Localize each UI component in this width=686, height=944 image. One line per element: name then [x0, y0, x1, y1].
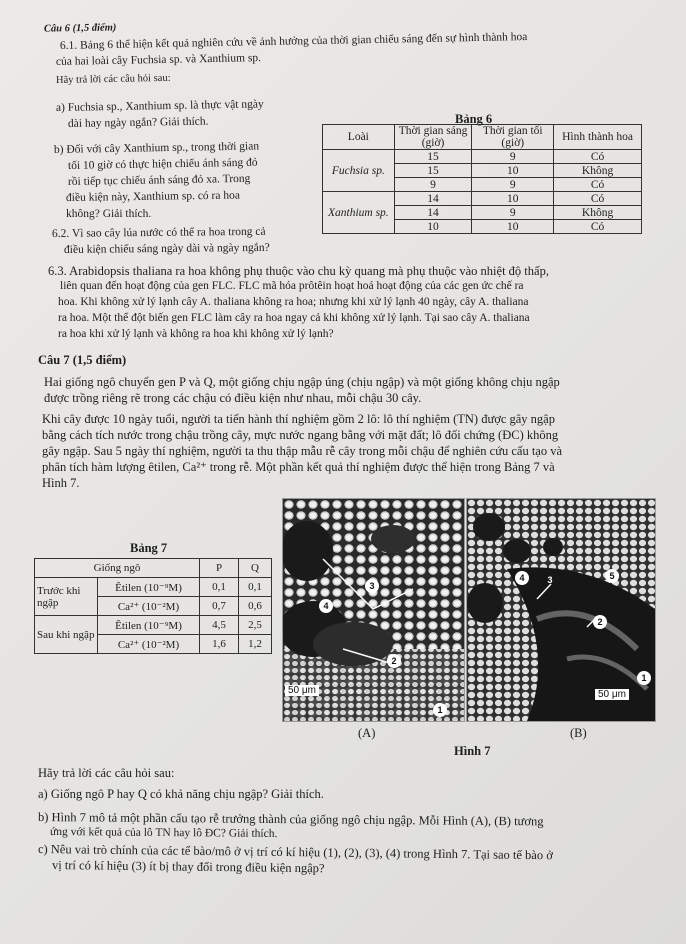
q7-p2-line1: Khi cây được 10 ngày tuổi, người ta tiến hành thí nghiệm gồm 2 lô: lô thí nghiệm (TN) được gây ngập — [42, 412, 555, 426]
q6-b-line4: điều kiện này, Xanthium sp. có ra hoa — [65, 189, 241, 204]
table6-cell: 14 — [394, 206, 472, 220]
table6-caption: Bảng 6 — [455, 112, 493, 126]
table7-cell: 1,2 — [239, 635, 272, 654]
q7-b-line1: b) Hình 7 mô tả một phần cấu tạo rễ trưởng thành của giống ngô chịu ngập. Mỗi Hình (A), (B) tương — [37, 810, 544, 829]
table6-cell: Không — [554, 164, 642, 178]
q7-p1-line2: được trồng riêng rẽ trong các chậu có điều kiện như nhau, mỗi chậu 30 cây. — [44, 391, 422, 405]
q7-a: a) Giống ngô P hay Q có khả năng chịu ngập? Giải thích. — [38, 787, 324, 801]
table7-cell: 4,5 — [200, 616, 239, 635]
table7-header-variety: Giống ngô — [35, 559, 200, 578]
table7-after: Sau khi ngập — [35, 616, 98, 654]
q7-p2-line5: Hình 7. — [42, 476, 80, 490]
q6-p63-line4: ra hoa. Một thể đột biến gen FLC làm cây ra hoa ngay cả khi không xử lý lạnh. Tại sao cây A. thaliana — [58, 312, 530, 324]
table6-header-dark: Thời gian tối (giờ) — [472, 125, 554, 150]
table6-header-species: Loài — [323, 125, 395, 150]
q6-p62-line2: điều kiện chiếu sáng ngày dài và ngày ngắn? — [63, 241, 270, 256]
table6-cell: 14 — [394, 192, 472, 206]
table6-cell: Không — [554, 206, 642, 220]
q7-title: Câu 7 (1,5 điểm) — [38, 353, 127, 367]
table6-cell: 15 — [394, 164, 472, 178]
q6-p61-line2: của hai loài cây Fuchsia sp. và Xanthium sp. — [55, 52, 262, 68]
table6-cell: Có — [554, 220, 642, 234]
figure7-label-b: (B) — [570, 726, 587, 740]
q6-p63-line5: ra hoa khi xử lý lạnh và không ra hoa khi không xử lý lạnh? — [58, 328, 334, 340]
table7-calcium-after: Ca²⁺ (10⁻²M) — [98, 635, 200, 654]
table7-ethylene-before: Êtilen (10⁻⁹M) — [98, 578, 200, 597]
q6-p61-line1: 6.1. Bảng 6 thể hiện kết quả nghiên cứu về ảnh hưởng của thời gian chiếu sáng đến sự hình thành hoa — [59, 31, 528, 52]
table6-cell: Có — [554, 150, 642, 164]
table6-header-light: Thời gian sáng (giờ) — [394, 125, 472, 150]
table6-cell: 10 — [472, 164, 554, 178]
table7 — [34, 558, 272, 654]
table6-cell: 9 — [394, 178, 472, 192]
table7-header-q: Q — [239, 559, 272, 578]
table6-cell: Có — [554, 192, 642, 206]
marker-3-a: 3 — [365, 579, 379, 593]
marker-4-a: 4 — [319, 599, 333, 613]
table6-cell: 10 — [472, 220, 554, 234]
q7-ask: Hãy trả lời các câu hỏi sau: — [38, 766, 175, 780]
marker-3-b: 3 — [547, 575, 553, 585]
table6-cell: 15 — [394, 150, 472, 164]
q6-a-line1: a) Fuchsia sp., Xanthium sp. là thực vật ngày — [55, 98, 264, 114]
table7-cell: 0,1 — [239, 578, 272, 597]
table7-caption: Bảng 7 — [130, 541, 168, 555]
q6-p63-line1: 6.3. Arabidopsis thaliana ra hoa không phụ thuộc vào chu kỳ quang mà phụ thuộc vào nhiệt độ thấp, — [48, 264, 549, 278]
scale-bar-b: 50 μm — [595, 689, 629, 700]
table6-cell: 9 — [472, 206, 554, 220]
q7-b-line2: ứng với kết quả của lô TN hay lô ĐC? Giải thích. — [49, 826, 278, 840]
q7-c-line2: vị trí có kí hiệu (3) ít bị thay đổi trong điều kiện ngập? — [51, 858, 325, 876]
q7-p2-line4: phân tích hàm lượng êtilen, Ca²⁺ trong rễ. Một phần kết quả thí nghiệm được thể hiện trong Bảng 7 và — [42, 460, 555, 474]
table6-species-xanthium: Xanthium sp. — [323, 192, 395, 234]
q6-a-line2: dài hay ngày ngắn? Giải thích. — [67, 115, 209, 130]
table6 — [322, 124, 642, 234]
marker-1-a: 1 — [433, 703, 447, 717]
table7-cell: 0,7 — [200, 597, 239, 616]
micrograph-b-drawing — [467, 499, 655, 721]
marker-2-b: 2 — [593, 615, 607, 629]
q7-p1-line1: Hai giống ngô chuyển gen P và Q, một giống chịu ngập úng (chịu ngập) và một giống không chịu ngập — [44, 375, 560, 389]
q7-p2-line2: bằng cách tích nước trong chậu trồng cây, mực nước ngang bằng với mặt đất; lô đối chứng (ĐC) không — [42, 428, 559, 442]
q6-b-line1: b) Đối với cây Xanthium sp., trong thời gian — [53, 140, 260, 156]
table7-cell: 1,6 — [200, 635, 239, 654]
q7-p2-line3: gây ngập. Sau 5 ngày thí nghiệm, người ta thu thập mẫu rễ cây trong mỗi chậu để nghiên cứu cấu tạo và — [42, 444, 563, 458]
marker-2-a: 2 — [387, 654, 401, 668]
marker-5-b: 5 — [605, 569, 619, 583]
marker-1-b: 1 — [637, 671, 651, 685]
micrograph-b — [466, 498, 656, 722]
table6-header-flower: Hình thành hoa — [554, 125, 642, 150]
q6-p63-line3: hoa. Khi không xử lý lạnh cây A. thaliana không ra hoa; nhưng khi xử lý lạnh 40 ngày, cây A. thaliana — [58, 296, 529, 308]
table6-cell: 10 — [394, 220, 472, 234]
table6-cell: Có — [554, 178, 642, 192]
table7-ethylene-after: Êtilen (10⁻⁹M) — [98, 616, 200, 635]
table6-cell: 10 — [472, 192, 554, 206]
marker-4-b: 4 — [515, 571, 529, 585]
micrograph-a — [282, 498, 465, 722]
table7-cell: 2,5 — [239, 616, 272, 635]
q6-b-line3: rồi tiếp tục chiếu ánh sáng đỏ xa. Trong — [67, 172, 251, 188]
q7-c-line1: c) Nêu vai trò chính của các tế bào/mô ở vị trí có kí hiệu (1), (2), (3), (4) trong Hình 7. Tại sao tế bào ở — [37, 842, 553, 863]
table7-cell: 0,6 — [239, 597, 272, 616]
table6-cell: 9 — [472, 150, 554, 164]
q6-p61-line3: Hãy trả lời các câu hỏi sau: — [55, 72, 171, 86]
table7-cell: 0,1 — [200, 578, 239, 597]
table6-species-fuchsia: Fuchsia sp. — [323, 150, 395, 192]
q6-b-line2: tối 10 giờ có thực hiện chiếu ánh sáng đỏ — [67, 156, 258, 172]
table6-cell: 9 — [472, 178, 554, 192]
q6-title: Câu 6 (1,5 điểm) — [43, 22, 117, 35]
figure7-caption: Hình 7 — [454, 744, 491, 758]
figure7-label-a: (A) — [358, 726, 376, 740]
q6-b-line5: không? Giải thích. — [66, 208, 152, 220]
scale-bar-a: 50 μm — [285, 685, 319, 696]
table7-before: Trước khi ngập — [35, 578, 98, 616]
q6-p63-line2: liên quan đến hoạt động của gen FLC. FLC mã hóa prôtêin hoạt hoá hoạt động của các gen ức chế ra — [60, 280, 524, 292]
table7-header-p: P — [200, 559, 239, 578]
q6-p62-line1: 6.2. Vì sao cây lúa nước có thể ra hoa trong cả — [51, 225, 266, 240]
table7-calcium-before: Ca²⁺ (10⁻²M) — [98, 597, 200, 616]
